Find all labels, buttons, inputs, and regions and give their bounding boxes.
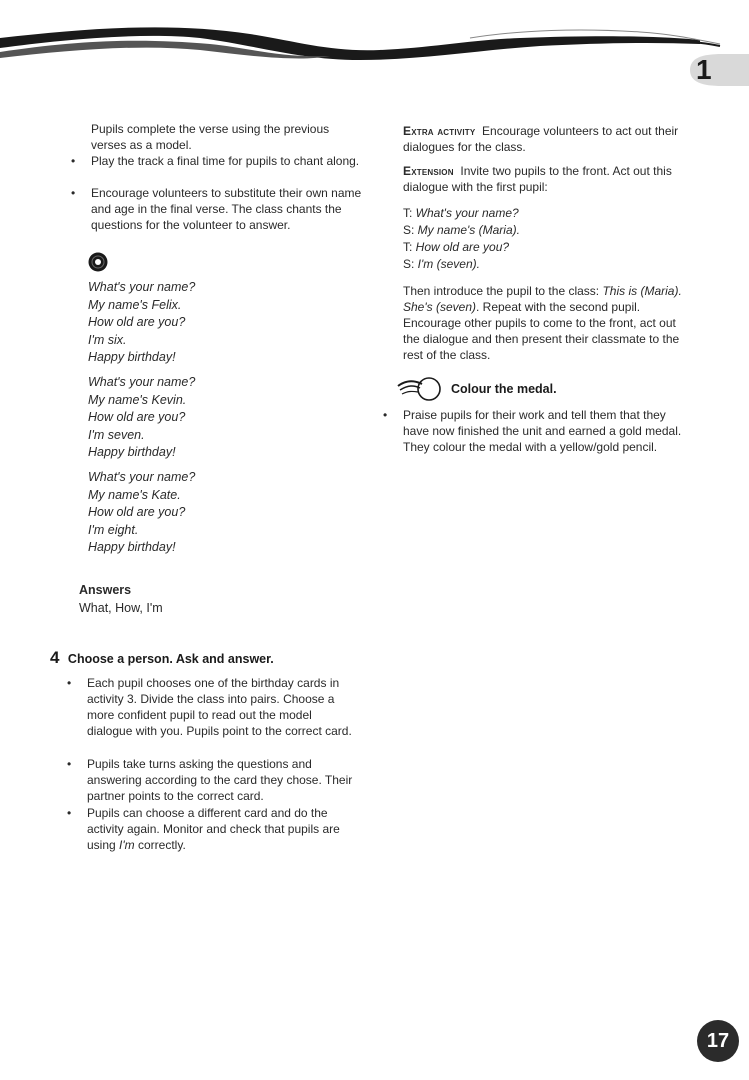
list-item-text: Encourage volunteers to substitute their own name and age in the final verse. The class chants the questions for the volunteer to answer. — [91, 186, 362, 232]
page-number-badge — [697, 1020, 739, 1062]
dialogue-line — [403, 256, 683, 273]
list-item-text: Pupils can choose a different card and do the activity again. Monitor and check that pupils are using — [87, 806, 340, 852]
intro-continuation: Pupils complete the verse using the previous verses as a model. — [91, 122, 330, 152]
list-item-text: Praise pupils for their work and tell them that they have now finished the unit and earned a gold medal. They colour the medal with a yellow/gold pencil. — [403, 408, 682, 454]
chant-verse-2 — [88, 374, 288, 462]
dialogue-line — [403, 239, 683, 256]
pencil-circle-icon — [396, 374, 444, 404]
dialogue — [403, 205, 683, 273]
list-item: • Praise pupils for their work and tell them that they have now finished the unit and earned a gold medal. They colour the medal with a yellow/gold pencil. — [383, 408, 682, 454]
chant-line: My name's Felix. — [88, 297, 182, 312]
dialogue-text: How old are you? — [415, 240, 510, 254]
list-item-text: correctly. — [134, 838, 186, 852]
list-item: • Encourage volunteers to substitute their own name and age in the final verse. The class chants the questions for the volunteer to answer. — [71, 186, 362, 232]
introduce-text: . Repeat with the second pupil. Encourage other pupils to come to the front, act out the dialogue and then present their classmate to the rest of the class. — [403, 300, 680, 362]
extra-activity-label: Extra activity — [403, 124, 476, 138]
chant-line: How old are you? — [88, 505, 186, 519]
chant-line: What's your name? — [88, 280, 196, 294]
introduce-text: Then introduce the pupil to the class: — [403, 284, 603, 298]
speaker: T: — [403, 206, 416, 220]
chant-line: How old are you? — [88, 315, 186, 329]
chant-verse-3 — [88, 469, 288, 557]
activity-4-heading — [50, 648, 380, 668]
activity-title: Choose a person. Ask and answer. — [67, 652, 274, 666]
dialogue-text: What's your name? — [415, 206, 519, 220]
cd-icon — [88, 252, 108, 272]
chant-line: Happy birthday! — [88, 350, 176, 364]
list-item: • Pupils can choose a different card and do the activity again. Monitor and check that pupils are using I'm correctly. — [67, 806, 340, 852]
extra-activity-paragraph — [403, 123, 683, 155]
chant-line: My name's Kate. — [88, 487, 181, 502]
chant-line: What's your name? — [88, 470, 196, 484]
page-number: 17 — [706, 1030, 730, 1052]
dialogue-line — [403, 205, 683, 222]
list-item-text: Each pupil chooses one of the birthday cards in activity 3. Divide the class into pairs. Choose a more confident pupil to read out the model dialogue with you. Pupils point to the correct card. — [87, 676, 352, 738]
chant-line: I'm seven. — [88, 427, 145, 442]
list-item: • Pupils take turns asking the questions and answering according to the card they chose. Their partner points to the correct card. — [67, 757, 353, 803]
chant-verse-1 — [88, 279, 288, 367]
list-item-text: Pupils take turns asking the questions and answering according to the card they chose. Their partner points to the correct card. — [87, 757, 353, 803]
extension-text: Invite two pupils to the front. Act out this dialogue with the first pupil: — [403, 164, 672, 194]
list-item: • Play the track a final time for pupils to chant along. — [71, 154, 360, 168]
chant-line: Happy birthday! — [88, 445, 176, 459]
speaker: S: — [403, 257, 418, 271]
introduce-italic: This is (Maria). She's (seven) — [403, 284, 682, 314]
dialogue-text: I'm (seven). — [417, 257, 480, 271]
unit-number: 1 — [696, 54, 712, 85]
chant-line: I'm six. — [88, 332, 127, 347]
chant-line: What's your name? — [88, 375, 196, 389]
speaker: S: — [403, 223, 418, 237]
speaker: T: — [403, 240, 416, 254]
chant-line: My name's Kevin. — [88, 392, 187, 407]
answers-heading: Answers — [79, 583, 132, 597]
chant-line: How old are you? — [88, 410, 186, 424]
list-item: • Each pupil chooses one of the birthday cards in activity 3. Divide the class into pairs. Choose a more confident pupil to read out the model dialogue with you. Pupils point to the correct card. — [67, 676, 352, 738]
dialogue-text: My name's (Maria). — [417, 223, 520, 237]
list-item-text: Play the track a final time for pupils to chant along. — [91, 154, 360, 168]
extra-activity-text: Encourage volunteers to act out their dialogues for the class. — [403, 124, 679, 154]
medal-title: Colour the medal. — [451, 382, 557, 396]
extension-label: Extension — [403, 164, 454, 178]
dialogue-line — [403, 222, 683, 239]
answers-text: What, How, I'm — [79, 601, 163, 615]
unit-badge — [682, 52, 749, 88]
list-item-italic: I'm — [119, 838, 135, 852]
extension-paragraph — [403, 163, 683, 195]
chant-line: I'm eight. — [88, 522, 139, 537]
introduce-paragraph — [403, 283, 683, 363]
chant-line: Happy birthday! — [88, 540, 176, 554]
header-swoosh-decoration — [0, 0, 749, 90]
activity-number: 4 — [50, 648, 60, 667]
